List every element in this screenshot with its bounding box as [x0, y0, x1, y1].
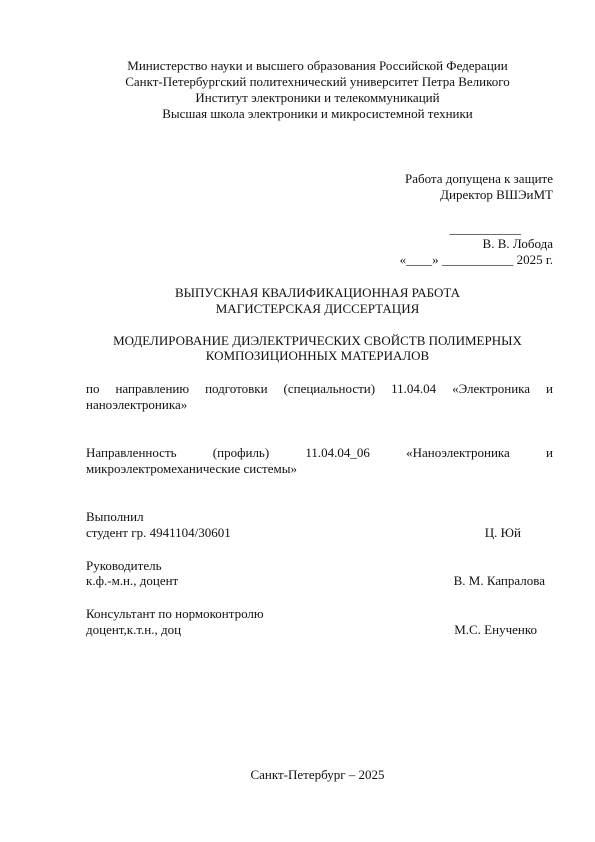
- consultant-label: Консультант по нормоконтролю: [86, 606, 264, 621]
- director-name: В. В. Лобода: [482, 236, 553, 251]
- author-role: студент гр. 4941104/30601: [86, 525, 231, 540]
- director-position: Директор ВШЭиМТ: [440, 187, 553, 202]
- institute-line: Институт электроники и телекоммуникаций: [195, 90, 440, 105]
- university-line: Санкт-Петербургский политехнический университет Петра Великого: [125, 74, 510, 89]
- profile-line1: Направленность (профиль) 11.04.04_06 «Наноэлектроника и: [86, 445, 553, 460]
- approval-date-line: «____» ___________ 2025 г.: [399, 252, 553, 267]
- direction-line1: по направлению подготовки (специальности) 11.04.04 «Электроника и: [86, 381, 553, 396]
- admitted-to-defense: Работа допущена к защите: [404, 171, 553, 186]
- author-label: Выполнил: [86, 509, 144, 524]
- ministry-line: Министерство науки и высшего образования Российской Федерации: [127, 58, 508, 73]
- supervisor-role: к.ф.-м.н., доцент: [86, 573, 179, 588]
- school-line: Высшая школа электроники и микросистемной техники: [162, 106, 473, 121]
- work-type: ВЫПУСКНАЯ КВАЛИФИКАЦИОННАЯ РАБОТА: [174, 285, 461, 300]
- director-signature-line: ___________: [449, 221, 521, 236]
- city-year: Санкт-Петербург – 2025: [250, 767, 385, 782]
- direction-line2: наноэлектроника»: [86, 397, 188, 412]
- consultant-name: М.С. Енученко: [454, 622, 537, 637]
- thesis-title-line2: КОМПОЗИЦИОННЫХ МАТЕРИАЛОВ: [205, 348, 430, 363]
- supervisor-name: В. М. Капралова: [453, 573, 545, 588]
- thesis-title-line1: МОДЕЛИРОВАНИЕ ДИЭЛЕКТРИЧЕСКИХ СВОЙСТВ ПОЛИМЕРНЫХ: [113, 333, 522, 348]
- supervisor-label: Руководитель: [86, 558, 162, 573]
- work-subtype: МАГИСТЕРСКАЯ ДИССЕРТАЦИЯ: [215, 301, 420, 316]
- profile-line2: микроэлектромеханические системы»: [86, 461, 297, 476]
- author-name: Ц. Юй: [484, 525, 521, 540]
- consultant-role: доцент,к.т.н., доц: [86, 622, 182, 637]
